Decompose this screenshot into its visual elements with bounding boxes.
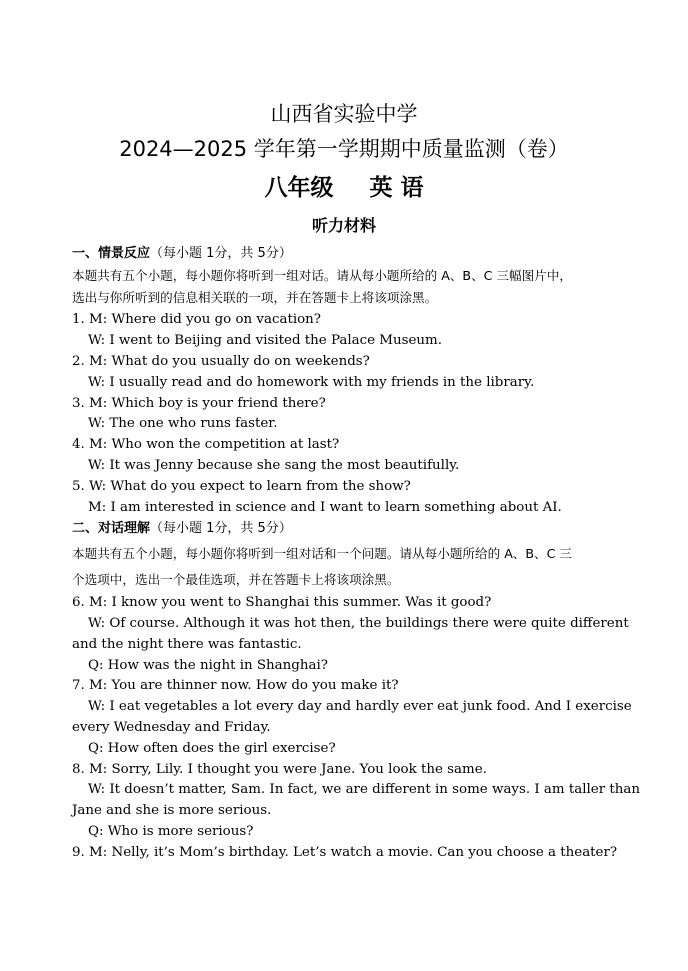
part1-instruction-2: 选出与你所听到的信息相关联的一项，并在答题卡上将该项涂黑。 [72, 290, 438, 305]
dialogue-line: W: I eat vegetables a lot every day and hardly ever eat junk food. And I exercise [88, 699, 632, 714]
part2-heading-note: （每小题 1分，共 5分） [150, 521, 292, 536]
dialogue-line: 7. M: You are thinner now. How do you make it? [72, 678, 399, 693]
dialogue-line: W: It doesn’t matter, Sam. In fact, we are different in some ways. I am taller than [88, 782, 640, 797]
part1-heading [72, 244, 292, 264]
answer-2: W: I usually read and do homework with my friends in the library. [88, 375, 535, 390]
answer-1: W: I went to Beijing and visited the Palace Museum. [88, 333, 443, 348]
section-title: 听力材料 [311, 216, 376, 235]
exam-title: 2024—2025 学年第一学期期中质量监测（卷） [119, 137, 569, 161]
part2-heading [72, 519, 292, 539]
grade-label: 八年级 [264, 175, 334, 201]
subject-label: 英 语 [369, 175, 424, 201]
dialogue-question: Q: How often does the girl exercise? [88, 741, 336, 756]
question-2: 2. M: What do you usually do on weekends? [72, 354, 370, 369]
grade-subject [0, 169, 688, 202]
dialogue-line: 6. M: I know you went to Shanghai this summer. Was it good? [72, 595, 492, 610]
dialogue-line: 8. M: Sorry, Lily. I thought you were Jane. You look the same. [72, 762, 487, 777]
part1-heading-bold: 一、情景反应 [72, 246, 151, 261]
part1-heading-note: （每小题 1分，共 5分） [150, 246, 292, 261]
dialogue-question: Q: How was the night in Shanghai? [88, 658, 328, 673]
answer-3: W: The one who runs faster. [88, 416, 278, 431]
answer-5: M: I am interested in science and I want to learn something about AI. [88, 500, 562, 515]
question-1: 1. M: Where did you go on vacation? [72, 312, 321, 327]
part2-heading-bold: 二、对话理解 [72, 521, 151, 536]
dialogue-line: and the night there was fantastic. [72, 637, 302, 652]
part2-instruction-1: 本题共有五个小题，每小题你将听到一组对话和一个问题。请从每小题所给的 A、B、C 三 [72, 546, 573, 561]
school-name: 山西省实验中学 [270, 102, 418, 126]
question-5: 5. W: What do you expect to learn from the show? [72, 479, 411, 494]
dialogue-line: W: Of course. Although it was hot then, the buildings there were quite different [88, 616, 629, 631]
dialogue-line: every Wednesday and Friday. [72, 720, 271, 735]
dialogue-line: Jane and she is more serious. [72, 803, 272, 818]
question-4: 4. M: Who won the competition at last? [72, 437, 340, 452]
part1-instruction-1: 本题共有五个小题，每小题你将听到一组对话。请从每小题所给的 A、B、C 三幅图片中， [72, 268, 573, 283]
dialogue-question: Q: Who is more serious? [88, 824, 254, 839]
answer-4: W: It was Jenny because she sang the most beautifully. [88, 458, 460, 473]
question-3: 3. M: Which boy is your friend there? [72, 396, 326, 411]
dialogue-line: 9. M: Nelly, it’s Mom’s birthday. Let’s watch a movie. Can you choose a theater? [72, 845, 618, 860]
part2-instruction-2: 个选项中，选出一个最佳选项，并在答题卡上将该项涂黑。 [72, 572, 400, 587]
